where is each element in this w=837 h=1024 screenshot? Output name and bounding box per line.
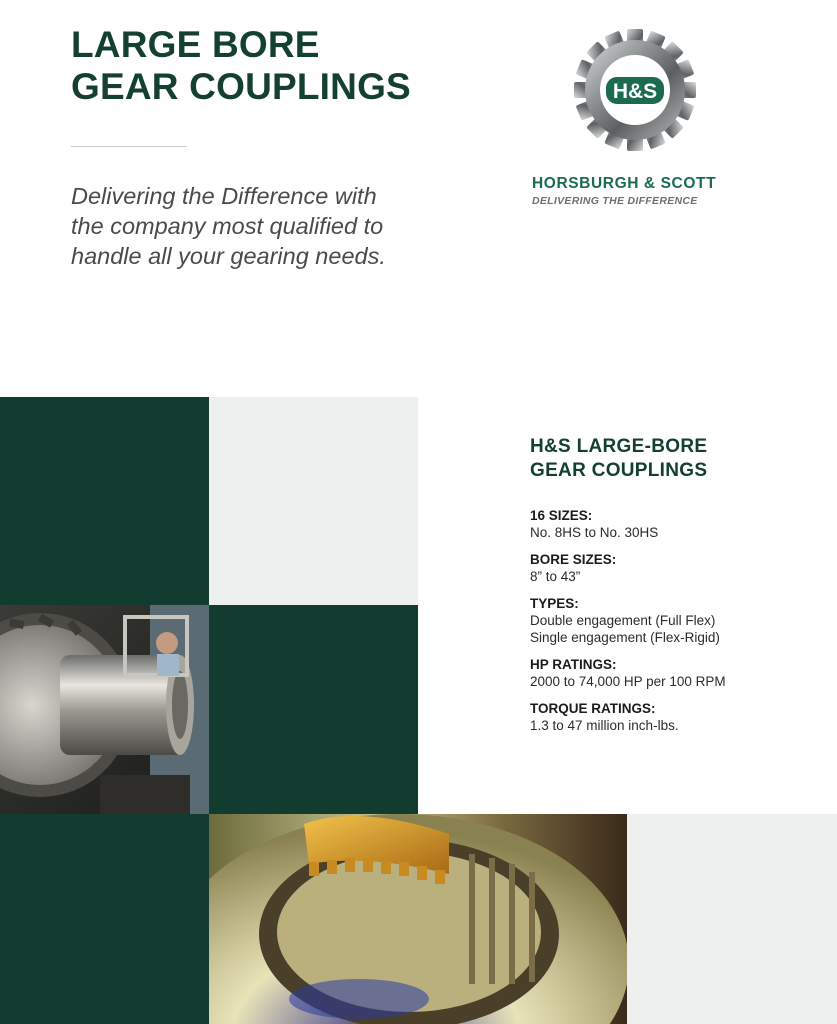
spec-value: 2000 to 74,000 HP per 100 RPM bbox=[530, 674, 726, 689]
spec-value: No. 8HS to No. 30HS bbox=[530, 525, 659, 540]
spec-label: TORQUE RATINGS: bbox=[530, 701, 656, 716]
spec-label: HP RATINGS: bbox=[530, 657, 617, 672]
spec-sizes bbox=[530, 507, 820, 541]
tagline-line: handle all your gearing needs. bbox=[71, 243, 386, 269]
brand-tagline: DELIVERING THE DIFFERENCE bbox=[532, 195, 698, 207]
gray-block bbox=[209, 397, 418, 605]
title-divider bbox=[71, 146, 187, 147]
logo-monogram: H&S bbox=[612, 80, 658, 103]
dark-green-block bbox=[0, 397, 209, 605]
spec-value: 1.3 to 47 million inch-lbs. bbox=[530, 718, 679, 733]
spec-label: TYPES: bbox=[530, 596, 579, 611]
gray-block bbox=[627, 814, 837, 1024]
spec-torque-ratings bbox=[530, 700, 820, 734]
specs-list bbox=[530, 507, 820, 744]
specs-title-line: H&S LARGE-BORE bbox=[530, 436, 708, 457]
brand-name: HORSBURGH & SCOTT bbox=[532, 175, 717, 192]
dark-green-block bbox=[209, 605, 418, 814]
spline-gear-photo bbox=[209, 814, 627, 1024]
spec-bore-sizes bbox=[530, 551, 820, 585]
tagline bbox=[71, 181, 431, 271]
title-line: LARGE BORE bbox=[71, 24, 320, 65]
spec-label: 16 SIZES: bbox=[530, 508, 593, 523]
tagline-line: the company most qualified to bbox=[71, 213, 384, 239]
page-title bbox=[71, 24, 411, 108]
spec-value: Double engagement (Full Flex) bbox=[530, 613, 716, 628]
specs-title bbox=[530, 435, 707, 483]
gear-logo-icon bbox=[572, 27, 698, 153]
specs-title-line: GEAR COUPLINGS bbox=[530, 460, 708, 481]
title-line: GEAR COUPLINGS bbox=[71, 66, 411, 107]
spec-value: 8” to 43” bbox=[530, 569, 581, 584]
tagline-line: Delivering the Difference with bbox=[71, 183, 377, 209]
spec-types bbox=[530, 595, 820, 646]
spec-value: Single engagement (Flex-Rigid) bbox=[530, 630, 720, 645]
dark-green-block bbox=[0, 814, 209, 1024]
spec-hp-ratings bbox=[530, 656, 820, 690]
spec-label: BORE SIZES: bbox=[530, 552, 617, 567]
gear-shaft-photo bbox=[0, 605, 209, 814]
